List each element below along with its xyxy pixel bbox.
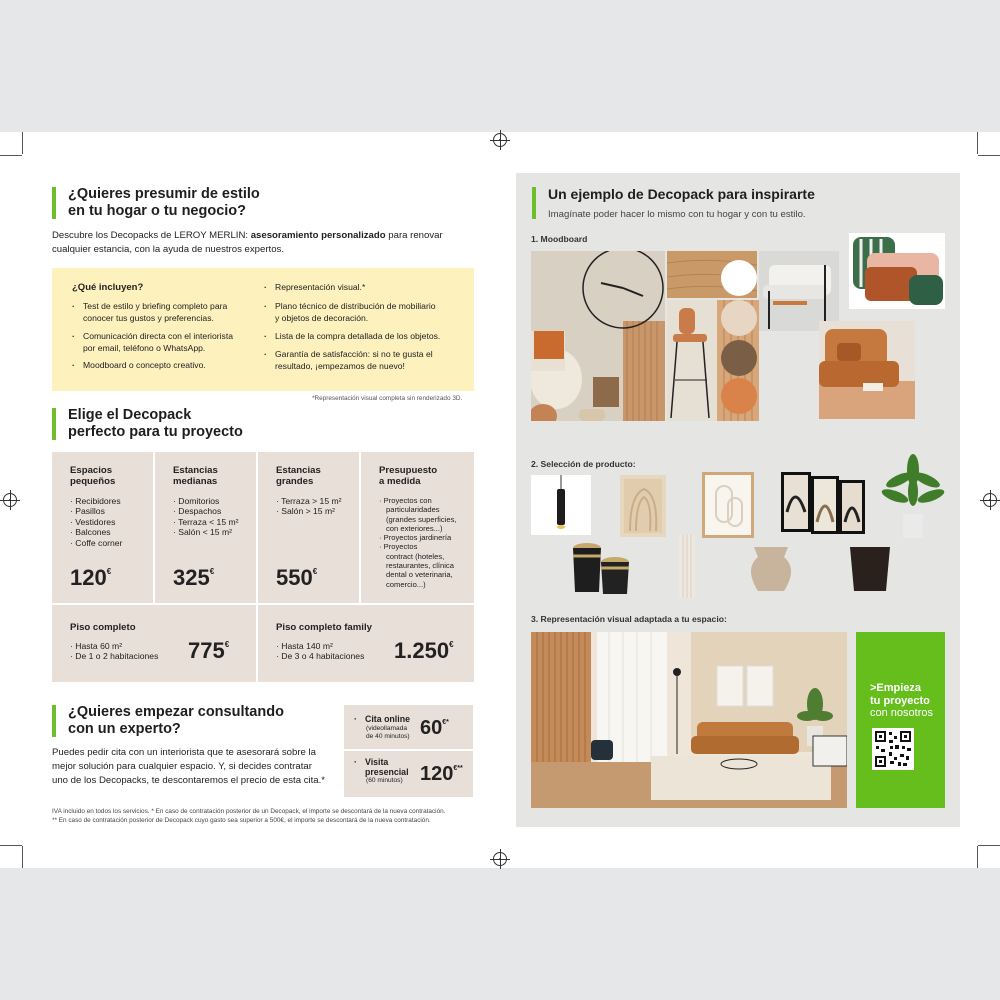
crop-mark	[22, 132, 23, 154]
item: · Salón > 15 m²	[276, 506, 342, 516]
product-vase	[744, 545, 798, 593]
item: · Proyectos con	[379, 496, 457, 505]
include-item	[264, 301, 436, 324]
heading-subtitle: Imagínate poder hacer lo mismo con tu hogar y con tu estilo.	[548, 209, 806, 220]
line: Espacios	[70, 465, 113, 476]
line: Puedes pedir cita con un interiorista que te asesorará sobre la	[52, 747, 316, 758]
cita-presencial-card[interactable]	[344, 751, 473, 797]
product-baskets	[565, 536, 635, 598]
line: a medida	[379, 475, 421, 487]
item-cont: (grandes superficies,	[386, 514, 457, 524]
intro-line2: cualquier estancia, con la ayuda de nuestros expertos.	[52, 244, 284, 255]
crop-mark	[978, 155, 1000, 156]
currency: €	[224, 640, 230, 649]
line: mejor solución para cualquier espacio. Y, si decides contratar	[52, 761, 312, 772]
item: · Proyectos jardinería	[379, 533, 457, 542]
line: · Representación visual.*	[275, 282, 366, 292]
moodboard-photo-clock	[531, 251, 665, 421]
currency: €	[312, 567, 318, 576]
line: ** En caso de contratación posterior de Decopack cuyo gasto sea superior a 500€, el importe se descontará de la nueva contratación.	[52, 816, 431, 824]
product-art-beige	[620, 475, 666, 537]
line: Presupuesto	[379, 465, 438, 476]
intro-bold: asesoramiento personalizado	[250, 230, 386, 241]
heading-expert	[52, 704, 284, 738]
include-item	[264, 282, 365, 294]
clock-icon	[531, 251, 665, 421]
moodboard-sofa	[819, 321, 915, 419]
item: · Balcones	[70, 527, 122, 537]
registration-mark-icon	[493, 133, 507, 147]
item: · Terraza < 15 m²	[173, 517, 239, 527]
pack-title: Piso completo	[70, 622, 136, 633]
line: por email, teléfono o WhatsApp.	[83, 342, 206, 353]
includes-title: ¿Qué incluyen?	[72, 282, 144, 293]
line: de 40 minutos)	[366, 733, 410, 740]
line: · Moodboard o concepto creativo.	[83, 360, 206, 370]
item: · Coffe corner	[70, 538, 122, 548]
item-cont: contract (hoteles,	[386, 551, 445, 561]
item: · De 1 o 2 habitaciones	[70, 651, 158, 661]
price: 120	[70, 565, 107, 590]
item: · De 3 o 4 habitaciones	[276, 651, 364, 661]
cta-box[interactable]	[856, 632, 945, 808]
pack-title	[379, 466, 437, 487]
moodboard-cushions	[849, 233, 945, 309]
item-cont: dental o veterinaria,	[386, 570, 453, 580]
pack-title	[173, 466, 218, 487]
pack-price	[70, 565, 111, 591]
cita-online-card[interactable]	[344, 705, 473, 749]
pack-price	[173, 565, 214, 591]
line: medianas	[173, 475, 218, 487]
qr-code-icon[interactable]	[872, 728, 914, 770]
pack-card-big[interactable]	[52, 605, 256, 682]
pack-card-big[interactable]	[258, 605, 474, 682]
intro-text	[52, 229, 474, 257]
moodboard-stool	[667, 300, 717, 421]
pack-card[interactable]	[258, 452, 359, 603]
item: · Proyectos	[379, 542, 457, 551]
pack-title: Piso completo family	[276, 622, 372, 633]
crop-mark	[978, 845, 1000, 846]
item: · Pasillos	[70, 506, 122, 516]
section-products: 2. Selección de producto:	[531, 459, 636, 469]
line: conocer tus gustos y preferencias.	[83, 312, 214, 323]
include-item	[72, 360, 206, 372]
currency: €	[449, 640, 454, 649]
line: pequeños	[70, 475, 116, 487]
currency: €*	[442, 719, 449, 726]
line: · Test de estilo y briefing completo para	[83, 301, 228, 311]
heading-line: Elige el Decopack	[68, 407, 192, 423]
registration-mark-icon	[3, 493, 17, 507]
cita-sub: (60 minutos)	[366, 777, 403, 784]
price: 60	[420, 717, 443, 739]
crop-mark	[22, 846, 23, 868]
price: 325	[173, 565, 210, 590]
registration-mark-icon	[493, 852, 507, 866]
expert-text	[52, 746, 342, 788]
item: · Hasta 60 m²	[70, 641, 158, 651]
pack-items	[276, 641, 364, 662]
pack-items	[276, 496, 342, 517]
line: resultado, ¡empezamos de nuevo!	[275, 360, 405, 371]
cita-price	[420, 717, 449, 740]
line: Estancias	[173, 465, 218, 476]
pack-price	[276, 565, 317, 591]
item-cont: particularidades	[386, 505, 440, 515]
cita-title: · Cita online	[354, 714, 410, 726]
heading-line: con un experto?	[68, 721, 181, 737]
render-note: *Representación visual completa sin renderizado 3D.	[312, 395, 463, 402]
line: · Lista de la compra detallada de los objetos.	[275, 331, 441, 341]
heading-decopack	[52, 407, 243, 441]
pack-card[interactable]	[361, 452, 474, 603]
price: 1.250	[394, 638, 450, 663]
product-art-white	[702, 472, 754, 538]
currency: €	[106, 567, 112, 576]
line: Estancias	[276, 465, 321, 476]
crop-mark	[977, 846, 978, 868]
line: uno de los Decopacks, te descontaremos el precio de esta cita.*	[52, 775, 326, 786]
section-moodboard: 1. Moodboard	[531, 234, 588, 244]
item: · Vestidores	[70, 517, 122, 527]
product-plant	[881, 452, 945, 540]
cta-line: >Empieza	[870, 682, 922, 694]
pack-price	[188, 638, 229, 664]
pack-title	[276, 466, 321, 487]
line: presencial	[365, 767, 409, 777]
intro-pre: Descubre los Decopacks de LEROY MERLIN:	[52, 230, 251, 241]
heading-line: ¿Quieres empezar consultando	[68, 704, 284, 720]
heading-style	[52, 186, 260, 220]
heading-line: perfecto para tu proyecto	[68, 424, 243, 440]
include-item	[72, 331, 233, 354]
heading-line: en tu hogar o tu negocio?	[68, 203, 247, 219]
pack-items	[379, 496, 457, 589]
intro-post: para renovar	[385, 230, 443, 241]
includes-box	[52, 268, 474, 391]
cta-line: tu proyecto	[870, 694, 930, 707]
line: IVA incluido en todos los servicios. * En caso de contratación posterior de un Decopack, el importe se descontará de la nueva contratación.	[52, 808, 446, 815]
currency: €	[209, 567, 215, 576]
product-lamp	[531, 475, 591, 535]
line: · Garantía de satisfacción: si no te gusta el	[275, 349, 433, 359]
crop-mark	[0, 845, 22, 846]
line: · Plano técnico de distribución de mobiliario	[275, 301, 436, 311]
fine-print	[52, 808, 492, 825]
item: · Salón < 15 m²	[173, 527, 239, 537]
heading-example	[532, 186, 815, 223]
pack-items	[70, 496, 122, 548]
item: · Recibidores	[70, 496, 122, 506]
cta-line: con nosotros	[870, 707, 933, 719]
pack-items	[173, 496, 239, 538]
line: grandes	[276, 475, 314, 487]
item: · Domitorios	[173, 496, 239, 506]
product-pot	[848, 545, 892, 593]
heading-line: ¿Quieres presumir de estilo	[68, 186, 260, 202]
cita-title	[354, 757, 409, 777]
price: 120	[420, 763, 454, 785]
price: 775	[188, 638, 225, 663]
product-vase-tall	[677, 534, 697, 598]
product-art-set	[781, 472, 865, 534]
item: · Terraza > 15 m²	[276, 496, 342, 506]
crop-mark	[977, 132, 978, 154]
line: y objetos de decoración.	[275, 312, 369, 323]
pack-price	[394, 638, 454, 664]
include-item	[72, 301, 227, 324]
item-cont: restaurantes, clínica	[386, 561, 454, 571]
registration-mark-icon	[983, 493, 997, 507]
section-render: 3. Representación visual adaptada a tu espacio:	[531, 614, 727, 624]
pack-title	[70, 466, 115, 487]
color-swatches	[719, 258, 759, 418]
include-item	[264, 349, 433, 372]
price: 550	[276, 565, 313, 590]
render-room	[531, 632, 847, 808]
pack-card[interactable]	[52, 452, 153, 603]
pack-card[interactable]	[155, 452, 256, 603]
line: · Visita	[365, 757, 389, 767]
cta-text	[870, 682, 933, 720]
line: (videollamada	[366, 725, 408, 732]
crop-mark	[0, 155, 22, 156]
cita-price	[420, 763, 463, 786]
item: · Despachos	[173, 506, 239, 516]
item-cont: comercio...)	[386, 579, 426, 589]
cita-sub	[366, 725, 410, 741]
pack-items	[70, 641, 158, 662]
currency: €**	[453, 765, 463, 772]
item-cont: con exteriores...)	[386, 523, 443, 533]
line: · Comunicación directa con el interiorista	[83, 331, 233, 341]
item: · Hasta 140 m²	[276, 641, 364, 651]
include-item	[264, 331, 440, 343]
heading-line: Un ejemplo de Decopack para inspirarte	[548, 186, 815, 202]
moodboard-chair	[759, 251, 839, 331]
